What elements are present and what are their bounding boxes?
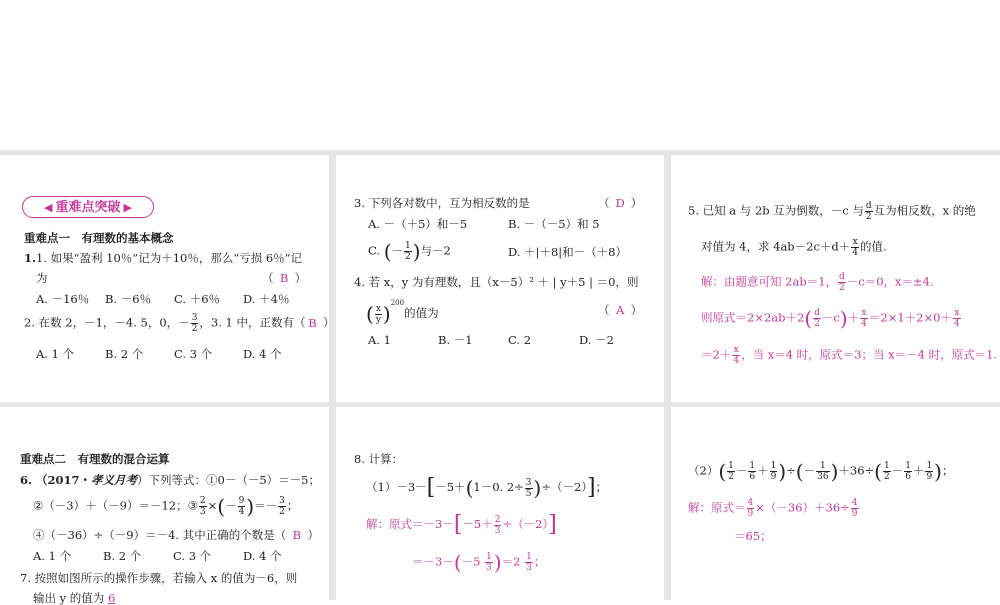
q5-sol1-a: 解：由题意可知 2ab＝1，	[701, 274, 838, 289]
q8p2-f4-d: 36	[817, 472, 829, 482]
q5-line2-fraction	[851, 237, 859, 258]
q8-sol1-num: 2	[494, 514, 501, 525]
q6-line1-a: 6. （2017・	[20, 473, 92, 487]
q2-option-c: C. 3 个	[174, 347, 213, 361]
q7-answer: 6	[107, 591, 116, 605]
q4-option-a: A. 1	[368, 333, 391, 347]
q8-sol2-frac2	[525, 552, 533, 573]
q5-frac-num: d	[865, 201, 872, 211]
q8-sol2-c: ＝2	[501, 554, 521, 569]
q5-solution-line1	[701, 272, 934, 293]
q8p2-f6	[904, 461, 912, 482]
q1-option-d: D. ＋4％	[243, 292, 290, 306]
q1-option-a: A. －16％	[36, 292, 90, 306]
q8p2-f5	[883, 461, 891, 482]
top-blank-area	[0, 0, 1000, 150]
q8p2-sol-b: ×（－36）＋36÷	[755, 500, 850, 515]
q3-optc-a: C.	[368, 243, 384, 258]
q8-sol2-d: ；	[533, 554, 546, 569]
q6-option-c: C. 3 个	[173, 549, 212, 563]
q2-text-b: ，3. 1 中，正数有（	[199, 315, 306, 330]
q6-line2-c: ＝－	[254, 498, 278, 513]
q6-frac3-num: 3	[279, 496, 285, 506]
q6-frac2	[238, 496, 246, 517]
q6-frac1-den: 3	[199, 507, 206, 517]
q6-line2: ②（－3）＋（－9）＝－12；③ $\frac{2}{3}$ ×(－ $\frac{9}{4}$ )＝－ $\frac{3}{2}$ ；	[33, 494, 299, 519]
q5-sol3-a: ＝2＋	[701, 347, 732, 362]
q3-option-c: C. (－ $\frac{1}{2}$ )与－2	[368, 239, 451, 264]
q5-line2-b: 的值.	[860, 239, 887, 254]
panel-question-5	[671, 155, 1000, 402]
q5-sol1-b: －c＝0，x＝±4.	[846, 274, 934, 289]
q3-answer-letter: D	[615, 196, 625, 210]
q8-sol1-den: 3	[494, 525, 501, 536]
q4-answer-letter: A	[616, 303, 625, 317]
q8-title: 8. 计算：	[354, 452, 404, 466]
q8p2-sol-f1-d: 9	[747, 509, 754, 519]
q8p2-f2-n: 1	[749, 461, 756, 471]
q3-answer: （ D ）	[598, 196, 643, 210]
q1-answer-letter: B	[279, 271, 289, 285]
q8p2-f6-d: 6	[905, 472, 911, 482]
q8-sol2-a: ＝－3－	[412, 554, 454, 569]
q5-frac-den: 2	[865, 212, 872, 222]
q8p2-f5-n: 1	[883, 461, 890, 471]
section-banner	[22, 196, 154, 218]
q8-sol1-a: 解：原式＝－3－	[366, 517, 454, 531]
q8-solution-line2: ＝－3－(－5 $\frac{1}{3}$ )＝2 $\frac{1}{3}$ ；	[412, 550, 546, 575]
q2-frac-num: 3	[191, 313, 198, 323]
q8p2-sol-f2-d: 9	[851, 509, 858, 519]
page-grid	[0, 150, 1000, 605]
q5-sol3-frac	[732, 345, 740, 366]
q8-part2-expression: （2）( $\frac{1}{2}$ － $\frac{1}{6}$ ＋ $\frac{1}{9}$ )÷(－ $\frac{1}{36}$ )＋36÷( $\frac{1}{2}$ － $\frac{1}{6}$ ＋ $\frac{1}{9}$ )；	[688, 459, 954, 484]
q3-optc-fraction	[404, 241, 412, 262]
q3-optc-den: 2	[405, 252, 411, 262]
q5-sol2-d: ＝2×1＋2×0＋	[868, 310, 952, 325]
q1-option-c: C. ＋6％	[174, 292, 221, 306]
q5-sol2-a: 则原式＝2×2ab＋2	[701, 310, 805, 325]
q4-option-b: B. －1	[438, 333, 473, 347]
q8p2-a: （2）	[688, 463, 719, 478]
q8-expr-c: 1－0. 2÷	[473, 480, 524, 494]
q8-expr-e: ；	[595, 480, 608, 494]
panel-key-points-two	[0, 407, 329, 605]
q3-text: 3. 下列各对数中，互为相反数的是	[354, 196, 530, 210]
q8p2-f2	[748, 461, 756, 482]
q5-sol2-frac2-num: x	[861, 308, 867, 318]
q8-expr-b: －5＋	[435, 480, 466, 494]
q8-part2-solution-line2: ＝65；	[734, 529, 772, 543]
q4-fraction	[375, 304, 382, 325]
q6-line2-b: ×	[207, 498, 218, 513]
q5-sol3-b: ，当 x＝4 时，原式＝3；当 x＝－4 时，原式＝1.	[741, 347, 998, 362]
q1-option-b: B. －6％	[105, 292, 152, 306]
q8p2-f3-d: 9	[770, 472, 777, 482]
panel-questions-3-4	[336, 155, 664, 402]
q6-source: 孝义月考	[91, 473, 138, 487]
q2-option-b: B. 2 个	[105, 347, 144, 361]
q4-frac-den: y	[375, 314, 381, 325]
q6-line1	[20, 475, 320, 487]
q4-exponent: 200	[390, 299, 405, 307]
q8p2-c: ＋36÷	[838, 463, 875, 478]
q5-line2-den: 4	[852, 248, 859, 258]
banner-title: 重难点突破	[55, 199, 121, 215]
q5-line1-a: 5. 已知 a 与 2b 互为倒数，－c 与	[688, 203, 864, 218]
q6-frac2-num: 9	[238, 496, 245, 506]
q5-sol2-b: －c	[821, 310, 840, 325]
q8-solution-line1: 解：原式＝－3－[－5＋ $\frac{2}{3}$ ÷（－2）]	[366, 512, 557, 537]
q8p2-f2-d: 6	[749, 472, 756, 482]
q5-sol1-fraction	[838, 272, 846, 293]
panel-question-8	[336, 407, 664, 600]
q8-sol1-c: ÷（－2）	[502, 517, 549, 531]
q6-line3-text: ④（－36）÷（－9）＝－4. 其中正确的个数是（	[33, 528, 287, 542]
q4-frac-num: x	[375, 303, 381, 314]
q8p2-f1-n: 1	[728, 461, 734, 471]
q8p2-b: ÷	[786, 463, 796, 478]
q8p2-f1-d: 2	[728, 472, 734, 482]
q8p2-f3-n: 1	[770, 461, 777, 471]
q8-frac-den: 5	[525, 488, 532, 499]
q7-line2	[33, 593, 115, 605]
q8p2-f6-n: 1	[905, 461, 911, 471]
q2-fraction	[191, 313, 199, 334]
q5-sol1-den: 2	[839, 283, 845, 293]
q6-option-d: D. 4 个	[243, 549, 282, 563]
q5-line1-b: 互为相反数，x 的绝	[873, 203, 976, 218]
q6-frac1	[199, 496, 207, 517]
q5-sol2-frac3-num: x	[954, 308, 960, 318]
q8-sol1-frac	[494, 515, 502, 536]
q4-option-d: D. －2	[579, 333, 614, 347]
q5-sol3-num: x	[733, 345, 739, 355]
q8-sol2-frac1-den: 3	[486, 563, 492, 573]
q1-line1: 1.1. 如果“盈利 10％”记为＋10％，那么“亏损 6％”记	[24, 251, 303, 265]
q5-line2	[701, 237, 887, 258]
q8-sol2-frac1-num: 1	[486, 552, 492, 562]
q8p2-sol-f2	[851, 498, 859, 519]
section-heading-2: 重难点二 有理数的混合运算	[20, 452, 170, 466]
q4-line1: 4. 若 x，y 为有理数，且（x－5）² ＋ | y＋5 | ＝0，则	[354, 275, 639, 289]
q5-sol2-frac1-den: 2	[814, 319, 820, 329]
q4-answer: （ A ）	[598, 303, 643, 317]
q8p2-f1	[727, 461, 735, 482]
q6-frac3	[278, 496, 286, 517]
q8-sol2-frac2-den: 3	[526, 563, 532, 573]
q5-line1	[688, 201, 976, 222]
q8-sol1-b: －5＋	[462, 517, 493, 531]
q6-line2-a: ②（－3）＋（－9）＝－12；③	[33, 498, 198, 513]
q6-option-a: A. 1 个	[33, 549, 72, 563]
panel-question-8-part-2	[671, 407, 1000, 600]
q6-line3: ④（－36）÷（－9）＝－4. 其中正确的个数是（ B ）	[33, 528, 320, 542]
q6-frac3-den: 2	[279, 507, 285, 517]
left-arrow-icon: ◀	[44, 200, 53, 214]
q5-sol2-frac1	[813, 308, 821, 329]
q4-line2: ( $\frac{x}{y}$ )$^{200}$的值为	[366, 299, 439, 326]
q7-line2-text: 输出 y 的值为	[33, 591, 105, 605]
right-arrow-icon: ▶	[123, 200, 132, 214]
q6-frac2-den: 4	[238, 507, 245, 517]
q2-option-a: A. 1 个	[36, 347, 75, 361]
section-heading: 重难点一 有理数的基本概念	[24, 231, 174, 245]
q8p2-sol-f1	[747, 498, 755, 519]
q5-sol2-frac2-den: 4	[861, 319, 867, 329]
q8-expr-d: ÷（－2）	[541, 480, 588, 494]
q3-optc-b: 与－2	[420, 243, 451, 258]
q8p2-f3	[770, 461, 778, 482]
q6-frac1-num: 2	[199, 496, 206, 506]
q4-line2-text: 的值为	[404, 306, 439, 320]
q7-line1: 7. 按照如图所示的操作步骤，若输入 x 的值为－6，则	[20, 571, 298, 585]
q5-line2-num: x	[852, 237, 858, 247]
q8p2-f7-n: 1	[926, 461, 933, 471]
q5-solution-line3	[701, 345, 997, 366]
q8-frac-num: 3	[525, 477, 532, 488]
q5-line2-a: 对值为 4，求 4ab－2c＋d＋	[701, 239, 851, 254]
q6-option-b: B. 2 个	[103, 549, 142, 563]
q8-frac	[525, 478, 533, 499]
q8p2-f7	[925, 461, 933, 482]
q5-sol2-frac1-num: d	[814, 308, 820, 318]
q8-expr-a: （1）－3－	[366, 480, 427, 494]
q8p2-d: ；	[941, 463, 954, 478]
q8-part2-solution-line1	[688, 498, 860, 519]
q8p2-sol-a: 解：原式＝	[688, 500, 746, 515]
q1-text: 1. 如果“盈利 10％”记为＋10％，那么“亏损 6％”记	[36, 251, 303, 265]
q6-line1-b: ）下列等式：①0－（－5）＝－5；	[137, 473, 320, 487]
q8-expression: （1）－3－[－5＋(1－0. 2÷ $\frac{3}{5}$ )÷（－2）]；	[366, 475, 608, 500]
q4-option-c: C. 2	[508, 333, 532, 347]
q5-sol2-frac2	[860, 308, 868, 329]
q6-line2-d: ；	[286, 498, 299, 513]
q2-answer-letter: B	[308, 315, 317, 330]
q3-option-a: A. －（＋5）和－5	[368, 217, 468, 231]
q3-option-b: B. －（－5）和 5	[508, 217, 600, 231]
q5-fraction	[865, 201, 873, 222]
q6-answer-letter: B	[292, 528, 302, 542]
q3-option-d: D. ＋|＋8|和－（＋8）	[508, 245, 628, 259]
panel-key-points-one	[0, 155, 335, 402]
q8p2-f4-n: 1	[816, 461, 829, 472]
q1-line2: 为	[36, 271, 48, 285]
q8-sol2-frac1	[485, 552, 493, 573]
q2-option-d: D. 4 个	[243, 347, 282, 361]
q2-text-a: 2. 在数 2，－1，－4. 5，0，－	[24, 315, 190, 330]
q8p2-sol-f1-n: 4	[747, 498, 754, 508]
q5-sol2-frac3-den: 4	[953, 319, 960, 329]
q5-sol2-frac3	[953, 308, 961, 329]
q5-sol2-c: ＋	[847, 310, 860, 325]
q2-frac-den: 2	[191, 324, 198, 334]
q3-optc-num: 1	[405, 241, 411, 251]
q8p2-f4	[816, 461, 829, 482]
q2-line: 2. 在数 2，－1，－4. 5，0，－ $\frac{3}{2}$ ，3. 1 中，正数有（ B ）	[24, 313, 335, 334]
q8p2-f7-d: 9	[926, 472, 933, 482]
q8p2-sol-f2-n: 4	[851, 498, 858, 508]
q1-answer: （ B ）	[262, 271, 307, 285]
q8-sol2-frac2-num: 1	[526, 552, 532, 562]
q5-sol1-num: d	[839, 272, 845, 282]
q8-sol2-b: －5	[461, 554, 481, 569]
q5-solution-line2: 则原式＝2×2ab＋2( $\frac{d}{2}$ －c)＋ $\frac{x}{4}$ ＝2×1＋2×0＋ $\frac{x}{4}$	[701, 306, 960, 331]
q5-sol3-den: 4	[733, 356, 740, 366]
q8p2-f5-d: 2	[883, 472, 890, 482]
